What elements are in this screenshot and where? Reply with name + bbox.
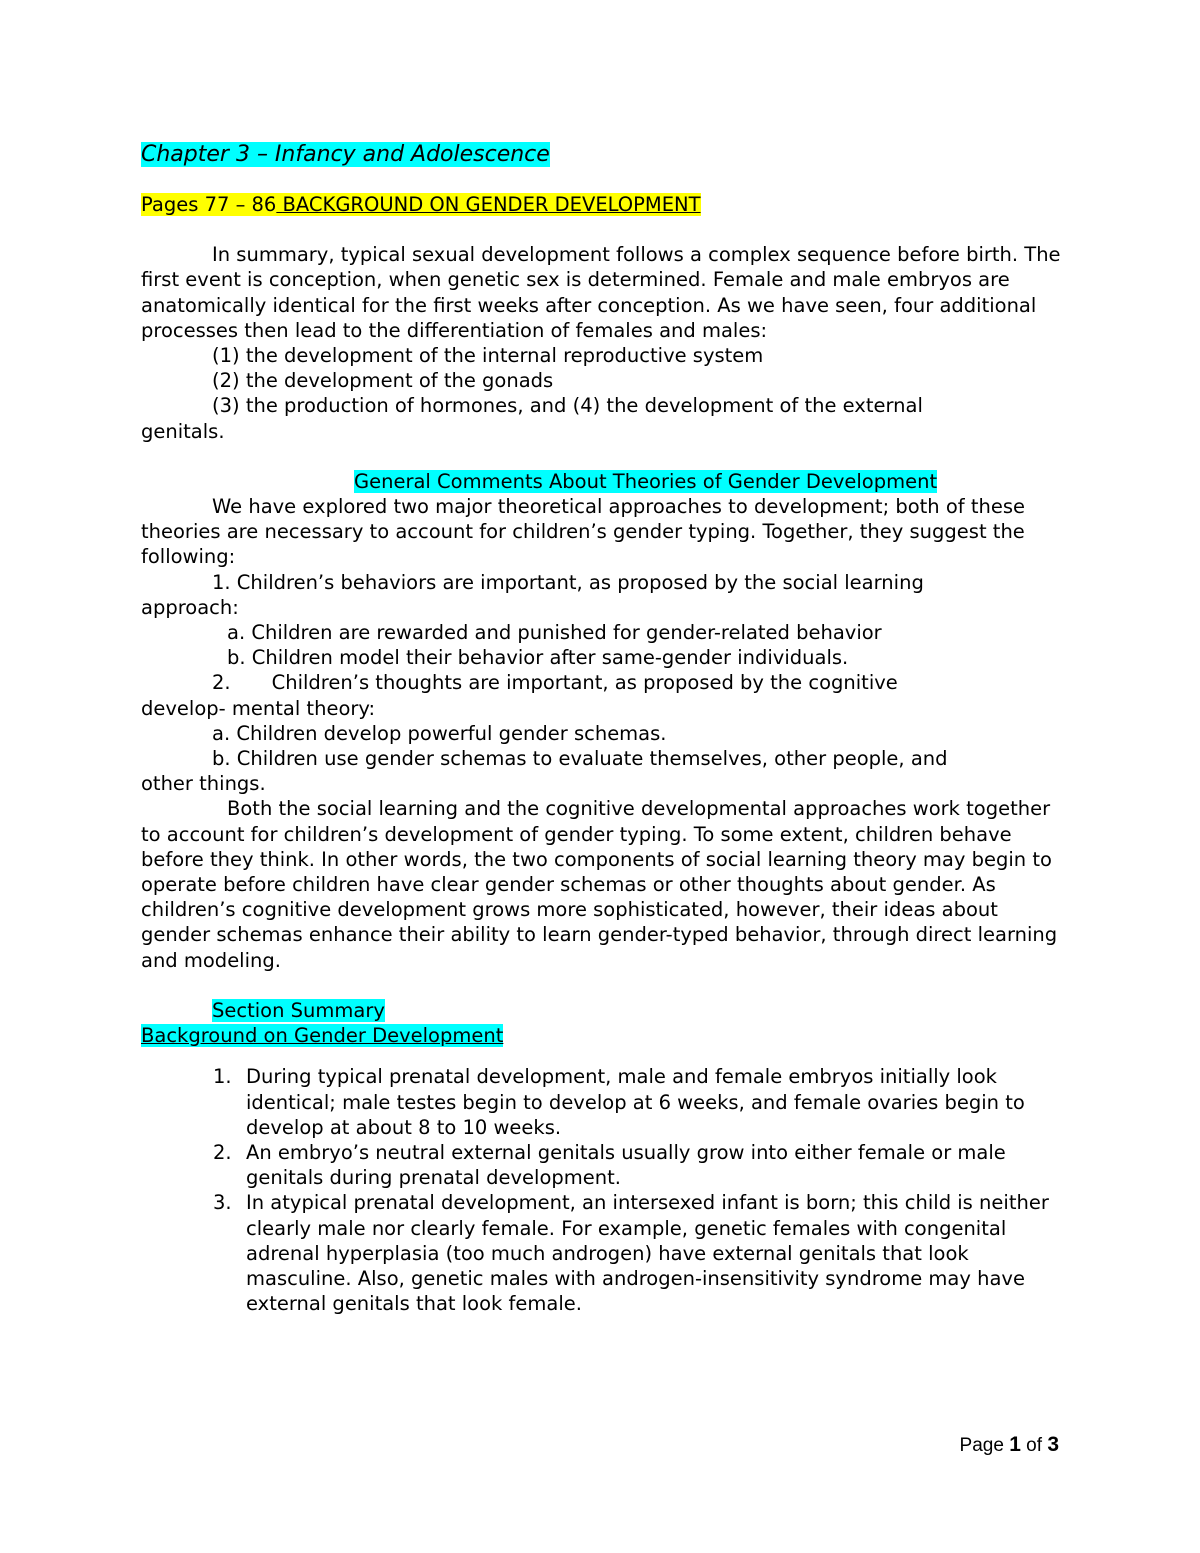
- chapter-title: Chapter 3 – Infancy and Adolescence: [141, 142, 550, 167]
- point-2b: b. Children use gender schemas to evaluate themselves, other people, and: [212, 747, 948, 771]
- theories-intro: We have explored two major theoretical approaches to development; both of these theories are necessary to account for children’s gender typing. Together, they suggest the following:: [141, 495, 1026, 569]
- current-page-number: 1: [1009, 1433, 1021, 1456]
- summary-list: [141, 1064, 1061, 1316]
- process-tail: genitals.: [141, 419, 225, 443]
- summary-paragraph: In summary, typical sexual development follows a complex sequence before birth. The first event is conception, when genetic sex is determined. Female and male embryos are anatomically identical for the first weeks after conception. As we have seen, four additional processes then lead to the differentiation of females and males:: [141, 243, 1061, 342]
- point-1: 1. Children’s behaviors are important, as proposed by the social learning: [212, 570, 924, 594]
- total-pages-number: 3: [1047, 1433, 1059, 1456]
- point-1a: a. Children are rewarded and punished for gender-related behavior: [227, 621, 882, 645]
- page-word: Page: [959, 1435, 1004, 1456]
- section-summary-subheading: Background on Gender Development: [141, 1024, 504, 1048]
- list-item: 1. During typical prenatal development, male and female embryos initially look identical; male testes begin to develop at 6 weeks, and female ovaries begin to develop at about 8 to 10 weeks.: [213, 1065, 1025, 1139]
- list-item: 2. An embryo’s neutral external genitals usually grow into either female or male genitals during prenatal development.: [213, 1140, 1006, 1190]
- section-heading: BACKGROUND ON GENDER DEVELOPMENT: [276, 193, 700, 216]
- point-2b-tail: other things.: [141, 772, 266, 796]
- section-summary-label: Section Summary: [212, 998, 385, 1022]
- list-item: 3. In atypical prenatal development, an intersexed infant is born; this child is neither clearly male nor clearly female. For example, genetic females with congenital adrenal hyperplasia (too much androgen) have external genitals that look masculine. Also, genetic males with androgen-insensitivity syndrome may have external genitals that look female.: [213, 1191, 1049, 1316]
- point-2-tail: develop- mental theory:: [141, 696, 376, 720]
- theories-conclusion: Both the social learning and the cognitive developmental approaches work together to account for children’s development of gender typing. To some extent, children behave before they think. In other words, the two components of social learning theory may begin to operate before children have clear gender schemas or other thoughts about gender. As children’s cognitive development grows more sophisticated, however, their ideas about gender schemas enhance their ability to learn gender-typed behavior, through direct learning and modeling.: [141, 797, 1058, 972]
- pages-range: Pages 77 – 86: [141, 193, 277, 216]
- page-footer: [960, 1433, 1059, 1457]
- of-word: of: [1026, 1435, 1043, 1456]
- point-1b: b. Children model their behavior after same-gender individuals.: [227, 646, 849, 670]
- point-1-tail: approach:: [141, 595, 239, 619]
- section-header: [141, 192, 1061, 217]
- theories-heading: General Comments About Theories of Gender Development: [354, 469, 938, 493]
- point-2: 2. Children’s thoughts are important, as proposed by the cognitive: [212, 671, 898, 695]
- point-2a: a. Children develop powerful gender schemas.: [212, 721, 667, 745]
- process-item: (1) the development of the internal reproductive system: [212, 344, 764, 368]
- process-item: (2) the development of the gonads: [212, 369, 554, 393]
- process-item: (3) the production of hormones, and (4) the development of the external: [212, 394, 923, 418]
- document-page: [141, 140, 1061, 1316]
